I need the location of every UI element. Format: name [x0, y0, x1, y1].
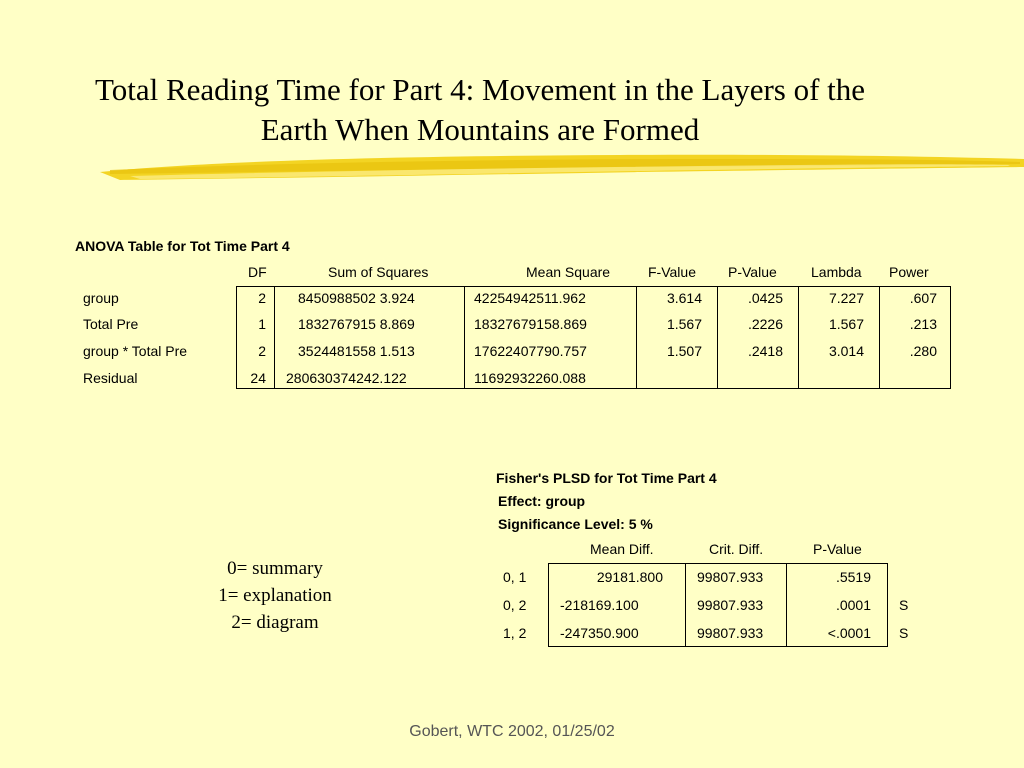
anova-df-cell: 24 [250, 370, 266, 386]
anova-df-cell: 1 [258, 316, 266, 332]
plsd-row-label: 0, 1 [503, 569, 527, 585]
slide-title-line-2: Earth When Mountains are Formed [260, 112, 700, 147]
plsd-p-cell: .0001 [835, 597, 871, 613]
plsd-significance: Significance Level: 5 % [498, 516, 653, 532]
anova-header-lambda: Lambda [811, 264, 862, 280]
anova-ss-cell: 280630374242.122 [286, 370, 407, 386]
plsd-significance-flag: S [899, 597, 909, 613]
anova-grid-col [464, 286, 465, 389]
anova-df-cell: 2 [258, 290, 266, 306]
plsd-row-label: 0, 2 [503, 597, 527, 613]
plsd-significance-flag: S [899, 625, 909, 641]
slide-title-line-1: Total Reading Time for Part 4: Movement in the Layers of the [94, 72, 866, 107]
anova-row-label: group * Total Pre [83, 343, 188, 359]
anova-row-label: Residual [83, 370, 138, 386]
plsd-effect: Effect: group [498, 493, 586, 509]
anova-grid-bottom [236, 388, 951, 389]
anova-f-cell: 1.567 [666, 316, 702, 332]
title-underline-swoosh [100, 150, 1024, 184]
anova-lambda-cell: 7.227 [828, 290, 864, 306]
plsd-crit-diff-cell: 99807.933 [697, 597, 764, 613]
slide-footer: Gobert, WTC 2002, 01/25/02 [409, 723, 615, 740]
plsd-header-mean-diff: Mean Diff. [590, 541, 654, 557]
anova-df-cell: 2 [258, 343, 266, 359]
anova-grid-right [950, 286, 951, 389]
anova-grid-top [236, 286, 951, 287]
plsd-crit-diff-cell: 99807.933 [697, 625, 764, 641]
anova-ss-cell: 3524481558 1.513 [298, 343, 415, 359]
group-code-legend [170, 555, 380, 636]
anova-ms-cell: 42254942511.962 [474, 290, 586, 306]
plsd-grid-col [685, 563, 686, 647]
anova-header-sum-of-squares: Sum of Squares [328, 264, 429, 280]
anova-power-cell: .607 [909, 290, 937, 306]
anova-header-p-value: P-Value [728, 264, 777, 280]
anova-power-cell: .280 [909, 343, 937, 359]
anova-ss-cell: 1832767915 8.869 [298, 316, 415, 332]
plsd-header-p-value: P-Value [813, 541, 862, 557]
legend-line-diagram: 2= diagram [231, 612, 319, 633]
anova-p-cell: .0425 [747, 290, 783, 306]
anova-header-power: Power [889, 264, 929, 280]
anova-ss-cell: 8450988502 3.924 [298, 290, 415, 306]
plsd-grid-bottom [548, 646, 888, 647]
plsd-mean-diff-cell: -218169.100 [560, 597, 639, 613]
anova-p-cell: .2418 [747, 343, 783, 359]
anova-table-title: ANOVA Table for Tot Time Part 4 [75, 238, 290, 254]
anova-header-f-value: F-Value [648, 264, 696, 280]
plsd-grid-right [887, 563, 888, 647]
plsd-header-crit-diff: Crit. Diff. [709, 541, 764, 557]
anova-lambda-cell: 3.014 [828, 343, 864, 359]
anova-row-label: Total Pre [83, 316, 139, 332]
anova-ms-cell: 18327679158.869 [474, 316, 587, 332]
plsd-grid-top [548, 563, 888, 564]
plsd-row-label: 1, 2 [503, 625, 527, 641]
anova-ms-cell: 11692932260.088 [474, 370, 586, 386]
anova-header-mean-square: Mean Square [526, 264, 611, 280]
plsd-mean-diff-cell: 29181.800 [596, 569, 663, 585]
plsd-title: Fisher's PLSD for Tot Time Part 4 [496, 470, 717, 486]
anova-f-cell: 1.507 [666, 343, 702, 359]
plsd-mean-diff-cell: -247350.900 [560, 625, 639, 641]
anova-grid-col [274, 286, 275, 389]
anova-header-df: DF [248, 264, 267, 280]
anova-f-cell: 3.614 [666, 290, 702, 306]
anova-p-cell: .2226 [747, 316, 783, 332]
anova-ms-cell: 17622407790.757 [474, 343, 587, 359]
anova-power-cell: .213 [909, 316, 937, 332]
anova-lambda-cell: 1.567 [828, 316, 864, 332]
plsd-p-cell: .5519 [835, 569, 871, 585]
legend-line-explanation: 1= explanation [218, 585, 332, 606]
plsd-crit-diff-cell: 99807.933 [697, 569, 764, 585]
anova-row-label: group [83, 290, 119, 306]
legend-line-summary: 0= summary [227, 558, 323, 579]
slide-title [0, 70, 960, 150]
plsd-p-cell: <.0001 [827, 625, 871, 641]
